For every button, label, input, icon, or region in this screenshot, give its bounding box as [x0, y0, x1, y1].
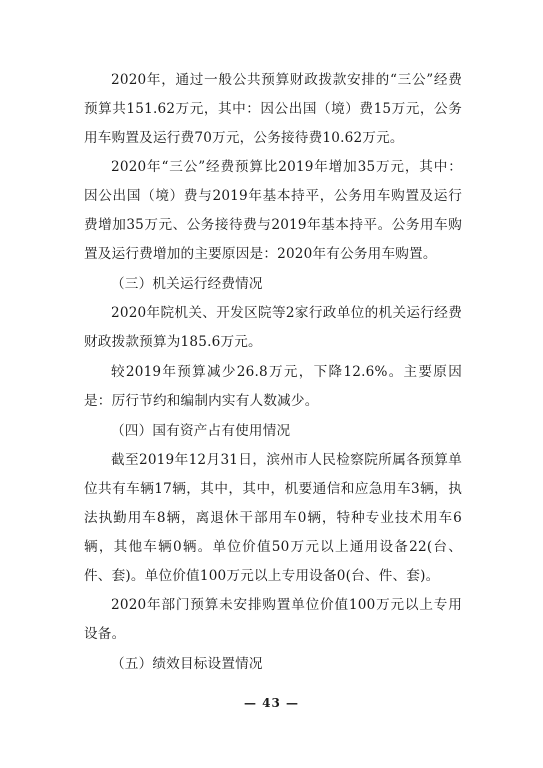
paragraph-operating-comparison: 较2019年预算减少26.8万元，下降12.6%。主要原因是：厉行节约和编制内实有人数减少。 — [84, 363, 462, 409]
paragraph-three-public-budget: 2020年，通过一般公共预算财政拨款安排的“三公”经费预算共151.62万元，其中：因公出国（境）费15万元，公务用车购置及运行费70万元，公务接待费10.62万元。 — [84, 72, 462, 146]
paragraph-operating-budget: 2020年院机关、开发区院等2家行政单位的机关运行经费财政拨款预算为185.6万元。 — [84, 305, 462, 351]
page-body — [84, 66, 462, 680]
paragraph-three-public-comparison: 2020年“三公”经费预算比2019年增加35万元，其中：因公出国（境）费与2019年基本持平，公务用车购置及运行费增加35万元、公务接待费与2019年基本持平。公务用车购置及运行费增加的主要原因是：2020年有公务用车购置。 — [84, 159, 462, 262]
paragraph-vehicles-equipment: 截至2019年12月31日，滨州市人民检察院所属各预算单位共有车辆17辆，其中，其中，机要通信和应急用车3辆，执法执勤用车8辆，离退休干部用车0辆，特种专业技术用车6辆，其他车辆0辆。单位价值50万元以上通用设备22(台、件、套)。单位价值100万元以上专用设备0(台、件、套)。 — [84, 452, 462, 584]
section-heading-performance-goals: （五）绩效目标设置情况 — [111, 655, 263, 672]
paragraph-equipment-purchase: 2020年部门预算未安排购置单位价值100万元以上专用设备。 — [84, 597, 462, 643]
page-number: — 43 — — [243, 696, 300, 710]
section-heading-state-assets: （四）国有资产占有使用情况 — [111, 422, 291, 439]
section-heading-operating-expenses: （三）机关运行经费情况 — [111, 275, 263, 292]
